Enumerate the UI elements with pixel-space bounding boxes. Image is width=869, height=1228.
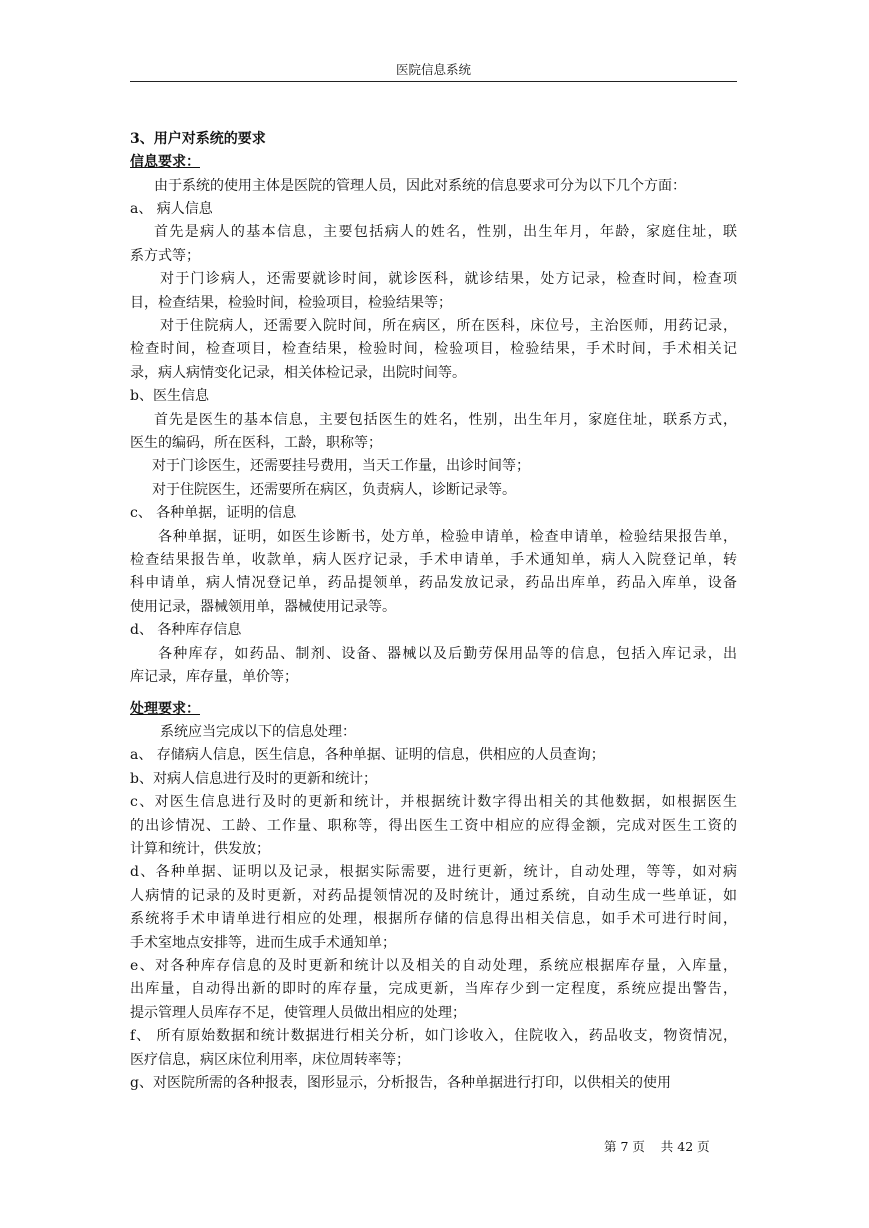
paragraph-line: 检查结果报告单，收款单，病人医疗记录，手术申请单，手术通知单，病人入院登记单，转	[130, 552, 737, 568]
paragraph-line: 录，病人病情变化记录，相关体检记录，出院时间等。	[130, 365, 466, 381]
info-req-intro: 由于系统的使用主体是医院的管理人员，因此对系统的信息要求可分为以下几个方面：	[154, 178, 686, 194]
paragraph-line: 人病情的记录的及时更新，对药品提领情况的及时统计，通过系统，自动生成一些单证，如	[130, 888, 737, 904]
item-b-title: b、医生信息	[130, 388, 209, 404]
paragraph-line: 系统将手术申请单进行相应的处理，根据所存储的信息得出相关信息，如手术可进行时间，	[130, 911, 737, 927]
paragraph-line: 对于门诊医生，还需要挂号费用，当天工作量，出诊时间等；	[152, 458, 530, 474]
paragraph-line: 各种单据，证明，如医生诊断书，处方单，检验申请单，检查申请单，检验结果报告单，	[158, 529, 737, 545]
paragraph-line: 对于门诊病人，还需要就诊时间，就诊医科，就诊结果，处方记录，检查时间，检查项	[160, 271, 737, 287]
paragraph-line: 检查时间，检查项目，检查结果，检验时间，检验项目，检验结果，手术时间，手术相关记	[130, 341, 737, 357]
proc-item-g: g、对医院所需的各种报表，图形显示，分析报告，各种单据进行打印，以供相关的使用	[130, 1075, 671, 1091]
paragraph-line: 对于住院医生，还需要所在病区，负责病人，诊断记录等。	[152, 482, 516, 498]
paragraph-line: 计算和统计，供发放；	[130, 841, 270, 857]
proc-item-d: d、各种单据、证明以及记录，根据实际需要，进行更新，统计，自动处理，等等，如对病	[130, 864, 737, 880]
paragraph-line: 医疗信息，病区床位利用率，床位周转率等；	[130, 1052, 410, 1068]
proc-item-b: b、对病人信息进行及时的更新和统计；	[130, 771, 377, 787]
item-c-title: c、 各种单据，证明的信息	[130, 505, 297, 521]
paragraph-line: 库记录，库存量，单价等；	[130, 669, 298, 685]
paragraph-line: 首先是病人的基本信息，主要包括病人的姓名，性别，出生年月，年龄，家庭住址，联	[154, 224, 737, 240]
section-title: 3、用户对系统的要求	[130, 131, 266, 147]
proc-item-f: f、 所有原始数据和统计数据进行相关分析，如门诊收入，住院收入，药品收支，物资情况，	[130, 1028, 737, 1044]
paragraph-line: 医生的编码，所在医科，工龄，职称等；	[130, 435, 382, 451]
paragraph-line: 目，检查结果，检验时间，检验项目，检验结果等；	[130, 295, 452, 311]
running-header: 医院信息系统	[130, 59, 737, 82]
info-req-heading: 信息要求：	[130, 154, 200, 170]
item-d-title: d、 各种库存信息	[130, 622, 242, 638]
proc-req-heading: 处理要求：	[130, 701, 200, 717]
paragraph-line: 科申请单，病人情况登记单，药品提领单，药品发放记录，药品出库单，药品入库单，设备	[130, 575, 737, 591]
paragraph-line: 各种库存，如药品、制剂、设备、器械以及后勤劳保用品等的信息，包括入库记录，出	[158, 646, 737, 662]
paragraph-line: 使用记录，器械领用单，器械使用记录等。	[130, 599, 396, 615]
paragraph-line: 的出诊情况、工龄、工作量、职称等，得出医生工资中相应的应得金额，完成对医生工资的	[130, 818, 737, 834]
paragraph-line: 对于住院病人，还需要入院时间，所在病区，所在医科，床位号，主治医师，用药记录，	[160, 318, 737, 334]
proc-item-c: c、对医生信息进行及时的更新和统计，并根据统计数字得出相关的其他数据，如根据医生	[130, 794, 737, 810]
paragraph-line: 手术室地点安排等，进而生成手术通知单；	[130, 935, 396, 951]
proc-item-e: e、对各种库存信息的及时更新和统计以及相关的自动处理，系统应根据库存量，入库量，	[130, 958, 737, 974]
paragraph-line: 首先是医生的基本信息，主要包括医生的姓名，性别，出生年月，家庭住址，联系方式，	[154, 412, 737, 428]
proc-item-a: a、 存储病人信息，医生信息，各种单据、证明的信息，供相应的人员查询；	[130, 747, 605, 763]
paragraph-line: 提示管理人员库存不足，使管理人员做出相应的处理；	[130, 1005, 466, 1021]
page-number: 第 7 页 共 42 页	[604, 1139, 710, 1154]
paragraph-line: 系方式等；	[130, 248, 200, 264]
item-a-title: a、 病人信息	[130, 201, 213, 217]
paragraph-line: 出库量，自动得出新的即时的库存量，完成更新，当库存少到一定程度，系统应提出警告，	[130, 981, 737, 997]
proc-req-intro: 系统应当完成以下的信息处理：	[160, 724, 356, 740]
